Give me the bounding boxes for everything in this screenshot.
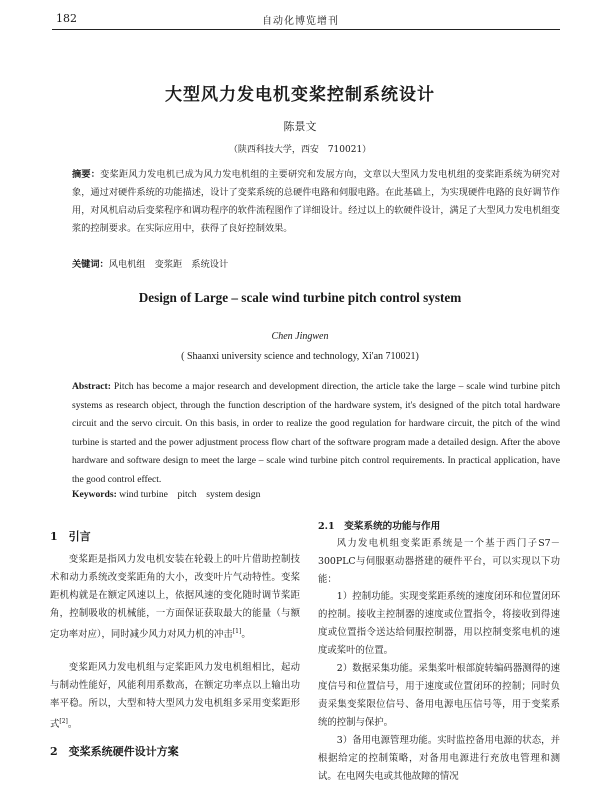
affiliation-cn: （陕西科技大学，西安 710021） (228, 145, 372, 155)
intro-paragraph-1-end: 。 (241, 629, 251, 641)
abstract-cn-text: 变桨距风力发电机已成为风力发电机组的主要研究和发展方向，文章以大型风力发电机组的变桨距系统为研究对象，通过对硬件系统的功能描述，设计了变桨系统的总硬件电路和伺服电路。在此基础上，为实现硬件电路的良好调节作用，对风机启动后变桨程序和调功程序的软件流程图作了详细设计。经过以上的软硬件设计，满足了大型风力发电机组变浆的控制要求。在实际应用中，获得了良好控制效果。 (72, 169, 561, 234)
intro-paragraph-1 (50, 551, 300, 644)
keywords-cn (72, 256, 228, 270)
header-rule (52, 29, 560, 30)
subsection-2-1-heading: 2.1 变桨系统的功能与作用 (318, 521, 441, 532)
keywords-en-label: Keywords: (72, 489, 117, 500)
function-item-3: 3）备用电源管理功能。实时监控备用电源的状态，并根据给定的控制策略，对备用电源进行充放电管理和测试。在电网失电或其他故障的情况 (318, 735, 560, 782)
citation-2: [2] (59, 718, 68, 725)
intro-paragraph-2 (50, 659, 300, 734)
abstract-en-label: Abstract: (72, 381, 111, 392)
abstract-en (72, 378, 560, 489)
paper-title-en: Design of Large – scale wind turbine pitch control system (138, 290, 462, 305)
paper-title-cn: 大型风力发电机变桨控制系统设计 (165, 85, 435, 105)
section-2-heading: 2 变桨系统硬件设计方案 (50, 745, 179, 758)
function-item-2: 2）数据采集功能。采集桨叶根部旋转编码器测得的速度信号和位置信号，用于速度或位置闭环的控制；同时负责采集变桨限位信号、备用电源电压信号等，用于变桨系统的控制与保护。 (318, 663, 560, 728)
citation-1: [1] (232, 628, 242, 635)
keywords-en-text: wind turbine pitch system design (116, 489, 261, 500)
section-1-heading: 1 引言 (50, 530, 91, 543)
abstract-en-text: Pitch has become a major research and development direction, the article take the large – scale wind turbine pitch systems as research object, through the function description of the hardware system, it's designed of the pitch total hardware circuit and the servo circuit. On this basis, in order to realize the good regulation for hardware circuit, the pitch of the wind turbine is started and the power adjustment process flow chart of the software program made a detailed design. After the above hardware and software design to meet the large – scale wind turbine pitch control requirements. In practical application, have the good control effect. (72, 381, 560, 485)
keywords-en (72, 486, 260, 500)
intro-paragraph-1-text: 变桨距是指风力发电机安装在轮毂上的叶片借助控制技术和动力系统改变桨距角的大小，改变叶片气动特性。变桨距机构就是在额定风速以上，依据风速的变化随时调节桨距角，控制吸收的机械能，一方面保证获取最大的能量（与额定功率对应），同时减少风力对风力机的冲击 (50, 554, 300, 641)
page-number: 182 (56, 12, 77, 25)
abstract-cn-label: 摘要： (72, 169, 101, 180)
intro-paragraph-2-text: 变桨距风力发电机组与定桨距风力发电机组相比，起动与制动性能好，风能利用系数高，在额定功率点以上输出功率平稳。所以，大型和特大型风力发电机组多采用变桨距形式 (50, 662, 300, 731)
abstract-cn (72, 166, 560, 238)
function-item-1: 1）控制功能。实现变桨距系统的速度闭环和位置闭环的控制。接收主控制器的速度或位置指令，将接收到得速度或位置指令送达给伺服控制器，用以控制变浆电机的速度或桨叶的位置。 (318, 591, 560, 656)
journal-name: 自动化博览增刊 (262, 16, 339, 27)
subsection-intro: 风力发电机组变桨距系统是一个基于西门子S7－300PLC与伺服驱动器搭建的硬件平台，可以实现以下功能： (318, 538, 560, 585)
intro-paragraph-2-end: 。 (67, 719, 78, 731)
keywords-cn-label: 关键词： (72, 259, 109, 270)
keywords-cn-text: 风电机组 变浆距 系统设计 (108, 259, 229, 270)
author-en: Chen Jingwen (271, 331, 329, 342)
affiliation-en: ( Shaanxi university science and technology, Xi'an 710021) (181, 351, 419, 362)
author-cn: 陈景文 (283, 120, 317, 133)
